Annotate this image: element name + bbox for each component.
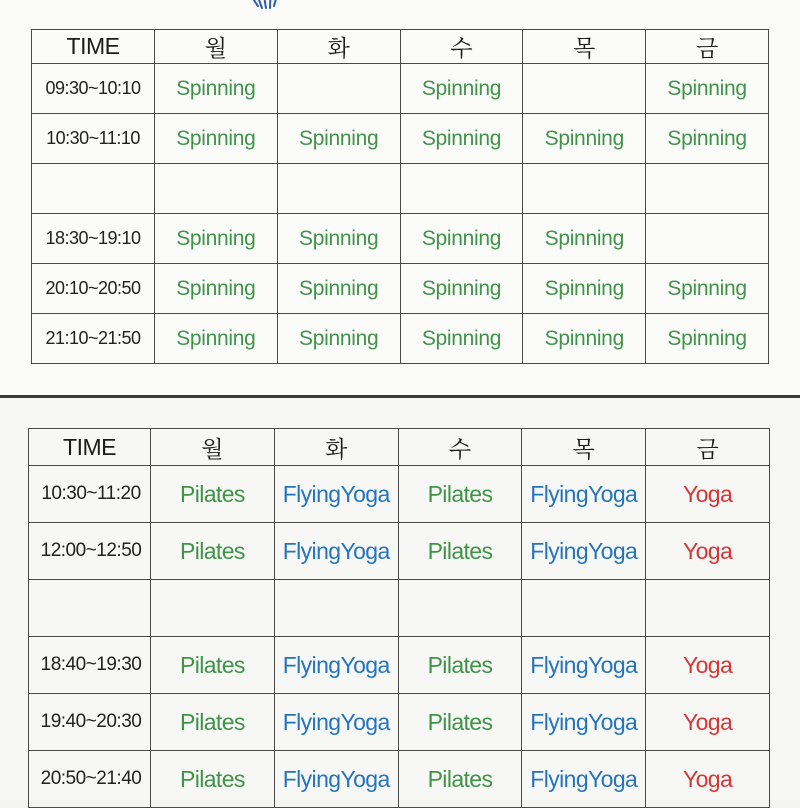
- class-cell: Pilates: [151, 751, 275, 808]
- class-cell: [646, 580, 770, 637]
- class-cell: Yoga: [646, 751, 770, 808]
- time-slot: 19:40~20:30: [29, 694, 151, 751]
- class-cell: Spinning: [277, 264, 400, 314]
- class-cell: FlyingYoga: [274, 637, 398, 694]
- class-cell: Spinning: [277, 114, 400, 164]
- class-cell: Pilates: [151, 466, 275, 523]
- time-slot: 12:00~12:50: [29, 523, 151, 580]
- class-cell: FlyingYoga: [522, 694, 646, 751]
- class-cell: [398, 580, 522, 637]
- header-day: 목: [522, 429, 646, 466]
- class-cell: [523, 164, 646, 214]
- class-cell: FlyingYoga: [274, 523, 398, 580]
- header-day: 월: [155, 30, 278, 64]
- schedule-row: [29, 523, 770, 580]
- class-cell: Spinning: [155, 64, 278, 114]
- schedule-row: [29, 466, 770, 523]
- header-time: TIME: [32, 30, 155, 64]
- class-cell: FlyingYoga: [522, 637, 646, 694]
- schedule-card-bottom: [0, 398, 800, 800]
- class-cell: Spinning: [155, 114, 278, 164]
- class-cell: Spinning: [155, 214, 278, 264]
- class-cell: Yoga: [646, 637, 770, 694]
- schedule-row: [29, 580, 770, 637]
- class-cell: Spinning: [523, 214, 646, 264]
- header-day: 화: [274, 429, 398, 466]
- class-cell: [522, 580, 646, 637]
- class-cell: [646, 214, 769, 264]
- class-cell: Pilates: [398, 466, 522, 523]
- schedule-row: [29, 751, 770, 808]
- schedule-row: [32, 164, 769, 214]
- class-cell: Spinning: [646, 314, 769, 364]
- class-cell: [523, 64, 646, 114]
- class-cell: Spinning: [523, 314, 646, 364]
- header-time: TIME: [29, 429, 151, 466]
- header-day: 화: [277, 30, 400, 64]
- class-cell: Pilates: [398, 523, 522, 580]
- schedule-row: [32, 114, 769, 164]
- class-cell: FlyingYoga: [522, 523, 646, 580]
- class-cell: [646, 164, 769, 214]
- class-cell: FlyingYoga: [274, 694, 398, 751]
- class-cell: Pilates: [151, 523, 275, 580]
- schedule-card-top: [0, 0, 800, 395]
- header-row: [29, 429, 770, 466]
- class-cell: Spinning: [523, 264, 646, 314]
- class-cell: [400, 164, 523, 214]
- class-cell: Spinning: [277, 314, 400, 364]
- schedule-table-pilates-yoga: [28, 428, 770, 808]
- class-cell: Spinning: [155, 314, 278, 364]
- header-day: 금: [646, 429, 770, 466]
- class-cell: Pilates: [151, 637, 275, 694]
- schedule-row: [32, 64, 769, 114]
- header-day: 수: [400, 30, 523, 64]
- header-day: 금: [646, 30, 769, 64]
- class-cell: Spinning: [523, 114, 646, 164]
- time-slot: 09:30~10:10: [32, 64, 155, 114]
- schedule-row: [32, 314, 769, 364]
- class-cell: Spinning: [400, 64, 523, 114]
- header-day: 목: [523, 30, 646, 64]
- time-slot: 21:10~21:50: [32, 314, 155, 364]
- class-cell: Pilates: [398, 694, 522, 751]
- class-cell: FlyingYoga: [522, 466, 646, 523]
- class-cell: [277, 164, 400, 214]
- class-cell: Pilates: [398, 637, 522, 694]
- time-slot: 18:30~19:10: [32, 214, 155, 264]
- class-cell: Spinning: [400, 264, 523, 314]
- time-slot: 20:50~21:40: [29, 751, 151, 808]
- header-day: 수: [398, 429, 522, 466]
- class-cell: Yoga: [646, 523, 770, 580]
- class-cell: Pilates: [398, 751, 522, 808]
- schedule-table-spinning: [31, 29, 769, 364]
- class-cell: Yoga: [646, 466, 770, 523]
- header-row: [32, 30, 769, 64]
- schedule-row: [29, 694, 770, 751]
- class-cell: Spinning: [646, 64, 769, 114]
- class-cell: Pilates: [151, 694, 275, 751]
- time-slot: 20:10~20:50: [32, 264, 155, 314]
- class-cell: Yoga: [646, 694, 770, 751]
- logo-graphic: [200, 0, 600, 12]
- class-cell: Spinning: [400, 214, 523, 264]
- schedule-row: [32, 214, 769, 264]
- time-slot: [32, 164, 155, 214]
- time-slot: 10:30~11:10: [32, 114, 155, 164]
- schedule-row: [32, 264, 769, 314]
- class-cell: Spinning: [400, 314, 523, 364]
- class-cell: [155, 164, 278, 214]
- class-cell: Spinning: [646, 114, 769, 164]
- class-cell: [151, 580, 275, 637]
- class-cell: [274, 580, 398, 637]
- time-slot: 18:40~19:30: [29, 637, 151, 694]
- class-cell: FlyingYoga: [522, 751, 646, 808]
- time-slot: 10:30~11:20: [29, 466, 151, 523]
- header-day: 월: [151, 429, 275, 466]
- class-cell: Spinning: [155, 264, 278, 314]
- schedule-row: [29, 637, 770, 694]
- class-cell: Spinning: [646, 264, 769, 314]
- class-cell: Spinning: [400, 114, 523, 164]
- class-cell: FlyingYoga: [274, 751, 398, 808]
- class-cell: FlyingYoga: [274, 466, 398, 523]
- class-cell: [277, 64, 400, 114]
- class-cell: Spinning: [277, 214, 400, 264]
- time-slot: [29, 580, 151, 637]
